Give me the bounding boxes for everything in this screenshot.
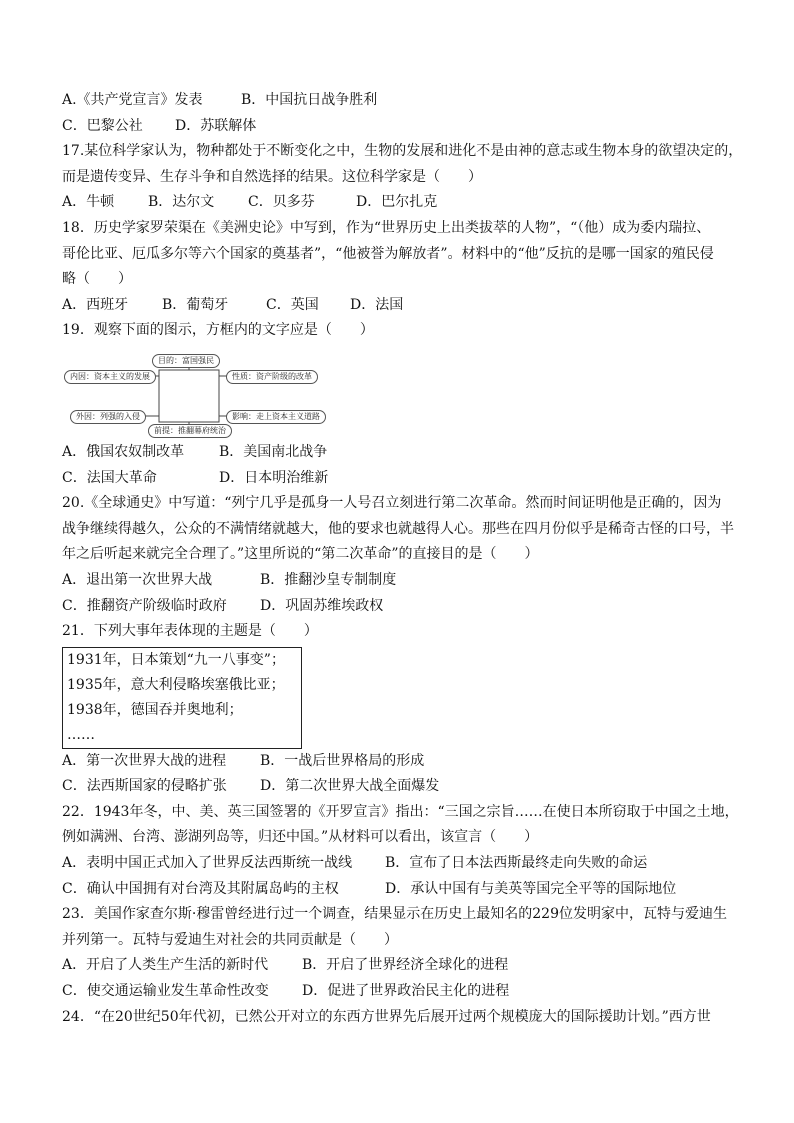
q21-options-row1 xyxy=(62,749,742,775)
q23-option-b: B．开启了世界经济全球化的进程 xyxy=(302,957,509,974)
q22-option-c: C．确认中国拥有对台湾及其附属岛屿的主权 xyxy=(62,880,339,897)
q24-stem-line1: 24．“在20世纪50年代初，已然公开对立的东西方世界先后展开过两个规模庞大的国际援助计划。”西方世 xyxy=(62,1008,711,1025)
q16-options-row2 xyxy=(62,114,742,140)
q23-option-a: A．开启了人类生产生活的新时代 xyxy=(62,957,269,974)
q21-option-a: A．第一次世界大战的进程 xyxy=(62,752,227,769)
q18-options xyxy=(62,293,742,319)
q21-options-row2 xyxy=(62,774,742,800)
q23-options-row1 xyxy=(62,953,742,979)
diagram-node-premise: 前提：推翻幕府统治 xyxy=(148,424,232,438)
q16-option-a: A.《共产党宣言》发表 xyxy=(62,92,203,108)
diagram-node-nature: 性质：资产阶级的改革 xyxy=(226,370,318,384)
q18-stem-line3: 略（ ） xyxy=(62,271,132,288)
q22-stem-line1: 22．1943年冬，中、美、英三国签署的《开罗宣言》指出：“三国之宗旨……在使日本所窃取于中国之土地， xyxy=(62,803,739,820)
q18-option-d: D．法国 xyxy=(350,296,404,313)
q18-option-c: C．英国 xyxy=(266,296,319,313)
q23-option-d: D．促进了世界政治民主化的进程 xyxy=(302,983,510,1000)
q22-stem-line2: 例如满洲、台湾、澎湖列岛等，归还中国。”从材料可以看出，该宣言（ ） xyxy=(62,829,539,846)
q20-options-row2 xyxy=(62,594,742,620)
q16-option-c: C．巴黎公社 xyxy=(62,117,143,134)
q19-stem: 19．观察下面的图示，方框内的文字应是（ ） xyxy=(62,322,374,339)
blank-box xyxy=(159,370,219,422)
q22-option-a: A．表明中国正式加入了世界反法西斯统一战线 xyxy=(62,855,353,872)
exam-page xyxy=(62,88,742,1030)
q17-option-a: A．牛顿 xyxy=(62,194,115,211)
q22-option-b: B．宣布了日本法西斯最终走向失败的命运 xyxy=(385,855,648,872)
q16-options-row1 xyxy=(62,88,742,114)
q20-stem-line1: 20.《全球通史》中写道：“列宁几乎是孤身一人号召立刻进行第二次革命。然而时间证明他是正确的，因为 xyxy=(62,495,722,512)
q21-option-b: B．一战后世界格局的形成 xyxy=(260,752,425,769)
q17-stem-line1: 17.某位科学家认为，物种都处于不断变化之中，生物的发展和进化不是由神的意志或生物本身的欲望决定的， xyxy=(62,143,743,160)
diagram-node-external-cause: 外因：列强的入侵 xyxy=(70,410,146,424)
q20-option-c: C．推翻资产阶级临时政府 xyxy=(62,597,227,614)
diagram-node-internal-cause: 内因：资本主义的发展 xyxy=(64,370,156,384)
q23-stem-line1: 23．美国作家查尔斯·穆雷曾经进行过一个调查，结果显示在历史上最知名的229位发明家中，瓦特与爱迪生 xyxy=(62,906,727,923)
q18-stem-line2: 哥伦比亚、厄瓜多尔等六个国家的奠基者”，“他被誉为解放者”。材料中的“他”反抗的是哪一国家的殖民侵 xyxy=(62,245,714,262)
q23-option-c: C．使交通运输业发生革命性改变 xyxy=(62,983,269,1000)
q21-option-d: D．第二次世界大战全面爆发 xyxy=(260,778,440,795)
q17-option-c: C．贝多芬 xyxy=(248,194,315,211)
q18-option-b: B．葡萄牙 xyxy=(162,296,229,313)
q18-option-a: A．西班牙 xyxy=(62,296,129,313)
diagram-node-goal: 目的：富国强民 xyxy=(152,354,220,368)
q23-options-row2 xyxy=(62,979,742,1005)
q23-stem-line2: 并列第一。瓦特与爱迪生对社会的共同贡献是（ ） xyxy=(62,931,398,948)
timeline-entry: 1935年，意大利侵略埃塞俄比亚； xyxy=(67,676,285,693)
q20-options-row1 xyxy=(62,568,742,594)
q17-option-d: D．巴尔扎克 xyxy=(356,194,438,211)
q22-options-row1 xyxy=(62,851,742,877)
q20-stem-line2: 战争继续得越久，公众的不满情绪就越大，他的要求也就越得人心。那些在四月份似乎是稀奇古怪的口号，半 xyxy=(62,520,734,537)
q17-stem-line2: 而是遗传变异、生存斗争和自然选择的结果。这位科学家是（ ） xyxy=(62,168,482,185)
q16-option-b: B．中国抗日战争胜利 xyxy=(241,92,378,108)
q20-option-d: D．巩固苏维埃政权 xyxy=(260,597,384,614)
q17-option-b: B．达尔文 xyxy=(148,194,215,211)
q18-stem-line1: 18．历史学家罗荣渠在《美洲史论》中写到，作为“世界历史上出类拔萃的人物”，“（他）成为委内瑞拉、 xyxy=(62,219,711,236)
q16-option-d: D．苏联解体 xyxy=(175,117,257,134)
q20-option-b: B．推翻沙皇专制制度 xyxy=(260,571,397,588)
q21-timeline-box xyxy=(62,647,302,749)
q20-option-a: A．退出第一次世界大战 xyxy=(62,571,213,588)
q19-option-b: B．美国南北战争 xyxy=(219,443,328,460)
q19-option-c: C．法国大革命 xyxy=(62,469,157,486)
q19-diagram xyxy=(64,354,324,438)
diagram-node-influence: 影响：走上资本主义道路 xyxy=(226,410,326,424)
q17-options xyxy=(62,190,742,216)
q22-options-row2 xyxy=(62,877,742,903)
q22-option-d: D．承认中国有与美英等国完全平等的国际地位 xyxy=(385,880,677,897)
q19-options-row2 xyxy=(62,466,742,492)
timeline-entry: 1931年，日本策划“九一八事变”； xyxy=(67,651,285,668)
q19-option-d: D．日本明治维新 xyxy=(219,469,329,486)
q19-option-a: A．俄国农奴制改革 xyxy=(62,443,185,460)
q19-options-row1 xyxy=(62,440,742,466)
q21-option-c: C．法西斯国家的侵略扩张 xyxy=(62,778,227,795)
q20-stem-line3: 年之后听起来就完全合理了。”这里所说的“第二次革命”的直接目的是（ ） xyxy=(62,546,539,563)
q21-stem: 21．下列大事年表体现的主题是（ ） xyxy=(62,623,318,640)
timeline-entry: 1938年，德国吞并奥地利； xyxy=(67,701,243,718)
timeline-ellipsis: …… xyxy=(67,726,95,743)
